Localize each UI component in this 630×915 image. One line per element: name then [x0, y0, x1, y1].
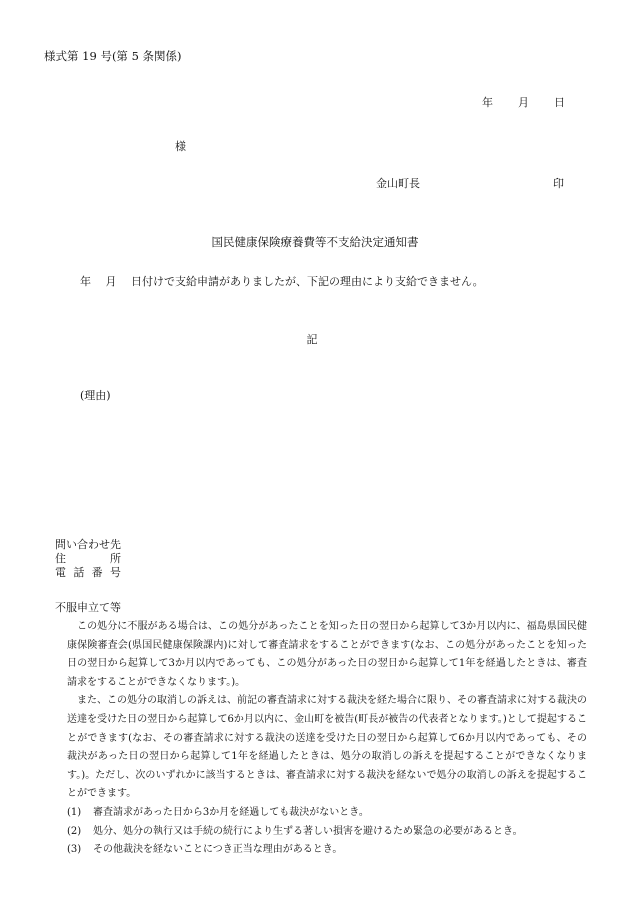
addressee-suffix: 様	[175, 140, 186, 153]
appeal-item	[67, 841, 587, 860]
phone-label-char: 電	[55, 566, 66, 579]
date-year: 年	[482, 96, 493, 109]
appeal-item-text: 審査請求があった日から3か月を経過しても裁決がないとき。	[93, 806, 369, 818]
contact-block	[55, 538, 121, 580]
seal-mark: 印	[553, 177, 564, 190]
phone-label-char: 号	[109, 566, 121, 579]
form-number: 様式第 19 号(第 5 条関係)	[44, 49, 182, 63]
address-label-char: 所	[110, 552, 121, 565]
contact-heading: 問い合わせ先	[55, 538, 121, 551]
appeal-paragraph: この処分に不服がある場合は、この処分があったことを知った日の翌日から起算して3か月以内に、福島県国民健康保険審査会(県国民健康保険課内)に対して審査請求をすることができます(なお、この処分があったことを知った日の翌日から起算して3か月以内であっても、この処分があった日の翌日から起算して1年を経過したときは、審査請求をすることができなくなります。)。	[67, 621, 587, 688]
appeal-heading: 不服申立て等	[55, 601, 121, 614]
appeal-item-number: (2)	[67, 825, 82, 837]
appeal-item	[67, 804, 587, 823]
appeal-paragraph: また、この処分の取消しの訴えは、前記の審査請求に対する裁決を経た場合に限り、その審査請求に対する裁決の送達を受けた日の翌日から起算して6か月以内に、金山町を被告(町長が被告の代表者となります。)として提起することができます(なお、その審査請求に対する裁決の送達を受けた日の翌日から起算して6か月以内であっても、その裁決があった日の翌日から起算して1年を経過したときは、処分の取消しの訴えを提起することができなくなります。)。ただし、次のいずれかに該当するときは、審査請求に対する裁決を経ないで処分の取消しの訴えを提起することができます。	[67, 695, 587, 800]
address-label	[55, 552, 121, 566]
document-title: 国民健康保険療養費等不支給決定通知書	[211, 235, 419, 249]
phone-label	[55, 566, 121, 580]
phone-label-char: 話	[73, 566, 85, 579]
appeal-body	[67, 618, 587, 860]
phone-label-char: 番	[91, 566, 103, 579]
appeal-item-number: (3)	[67, 844, 82, 856]
appeal-item-number: (1)	[67, 806, 82, 818]
intro-sentence: 年 月 日付けで支給申請がありましたが、下記の理由により支給できません。	[80, 275, 484, 288]
ki-marker: 記	[306, 333, 318, 346]
appeal-item-text: 処分、処分の執行又は手続の続行により生ずる著しい損害を避けるため緊急の必要があるとき。	[93, 825, 523, 837]
address-label-char: 住	[55, 552, 66, 565]
sender-name: 金山町長	[376, 177, 420, 190]
date-day: 日	[554, 96, 565, 109]
date-month: 月	[518, 96, 529, 109]
appeal-item-text: その他裁決を経ないことにつき正当な理由があるとき。	[93, 844, 343, 856]
reason-label: (理由)	[80, 389, 111, 402]
appeal-item	[67, 823, 587, 842]
date-line	[482, 96, 565, 110]
